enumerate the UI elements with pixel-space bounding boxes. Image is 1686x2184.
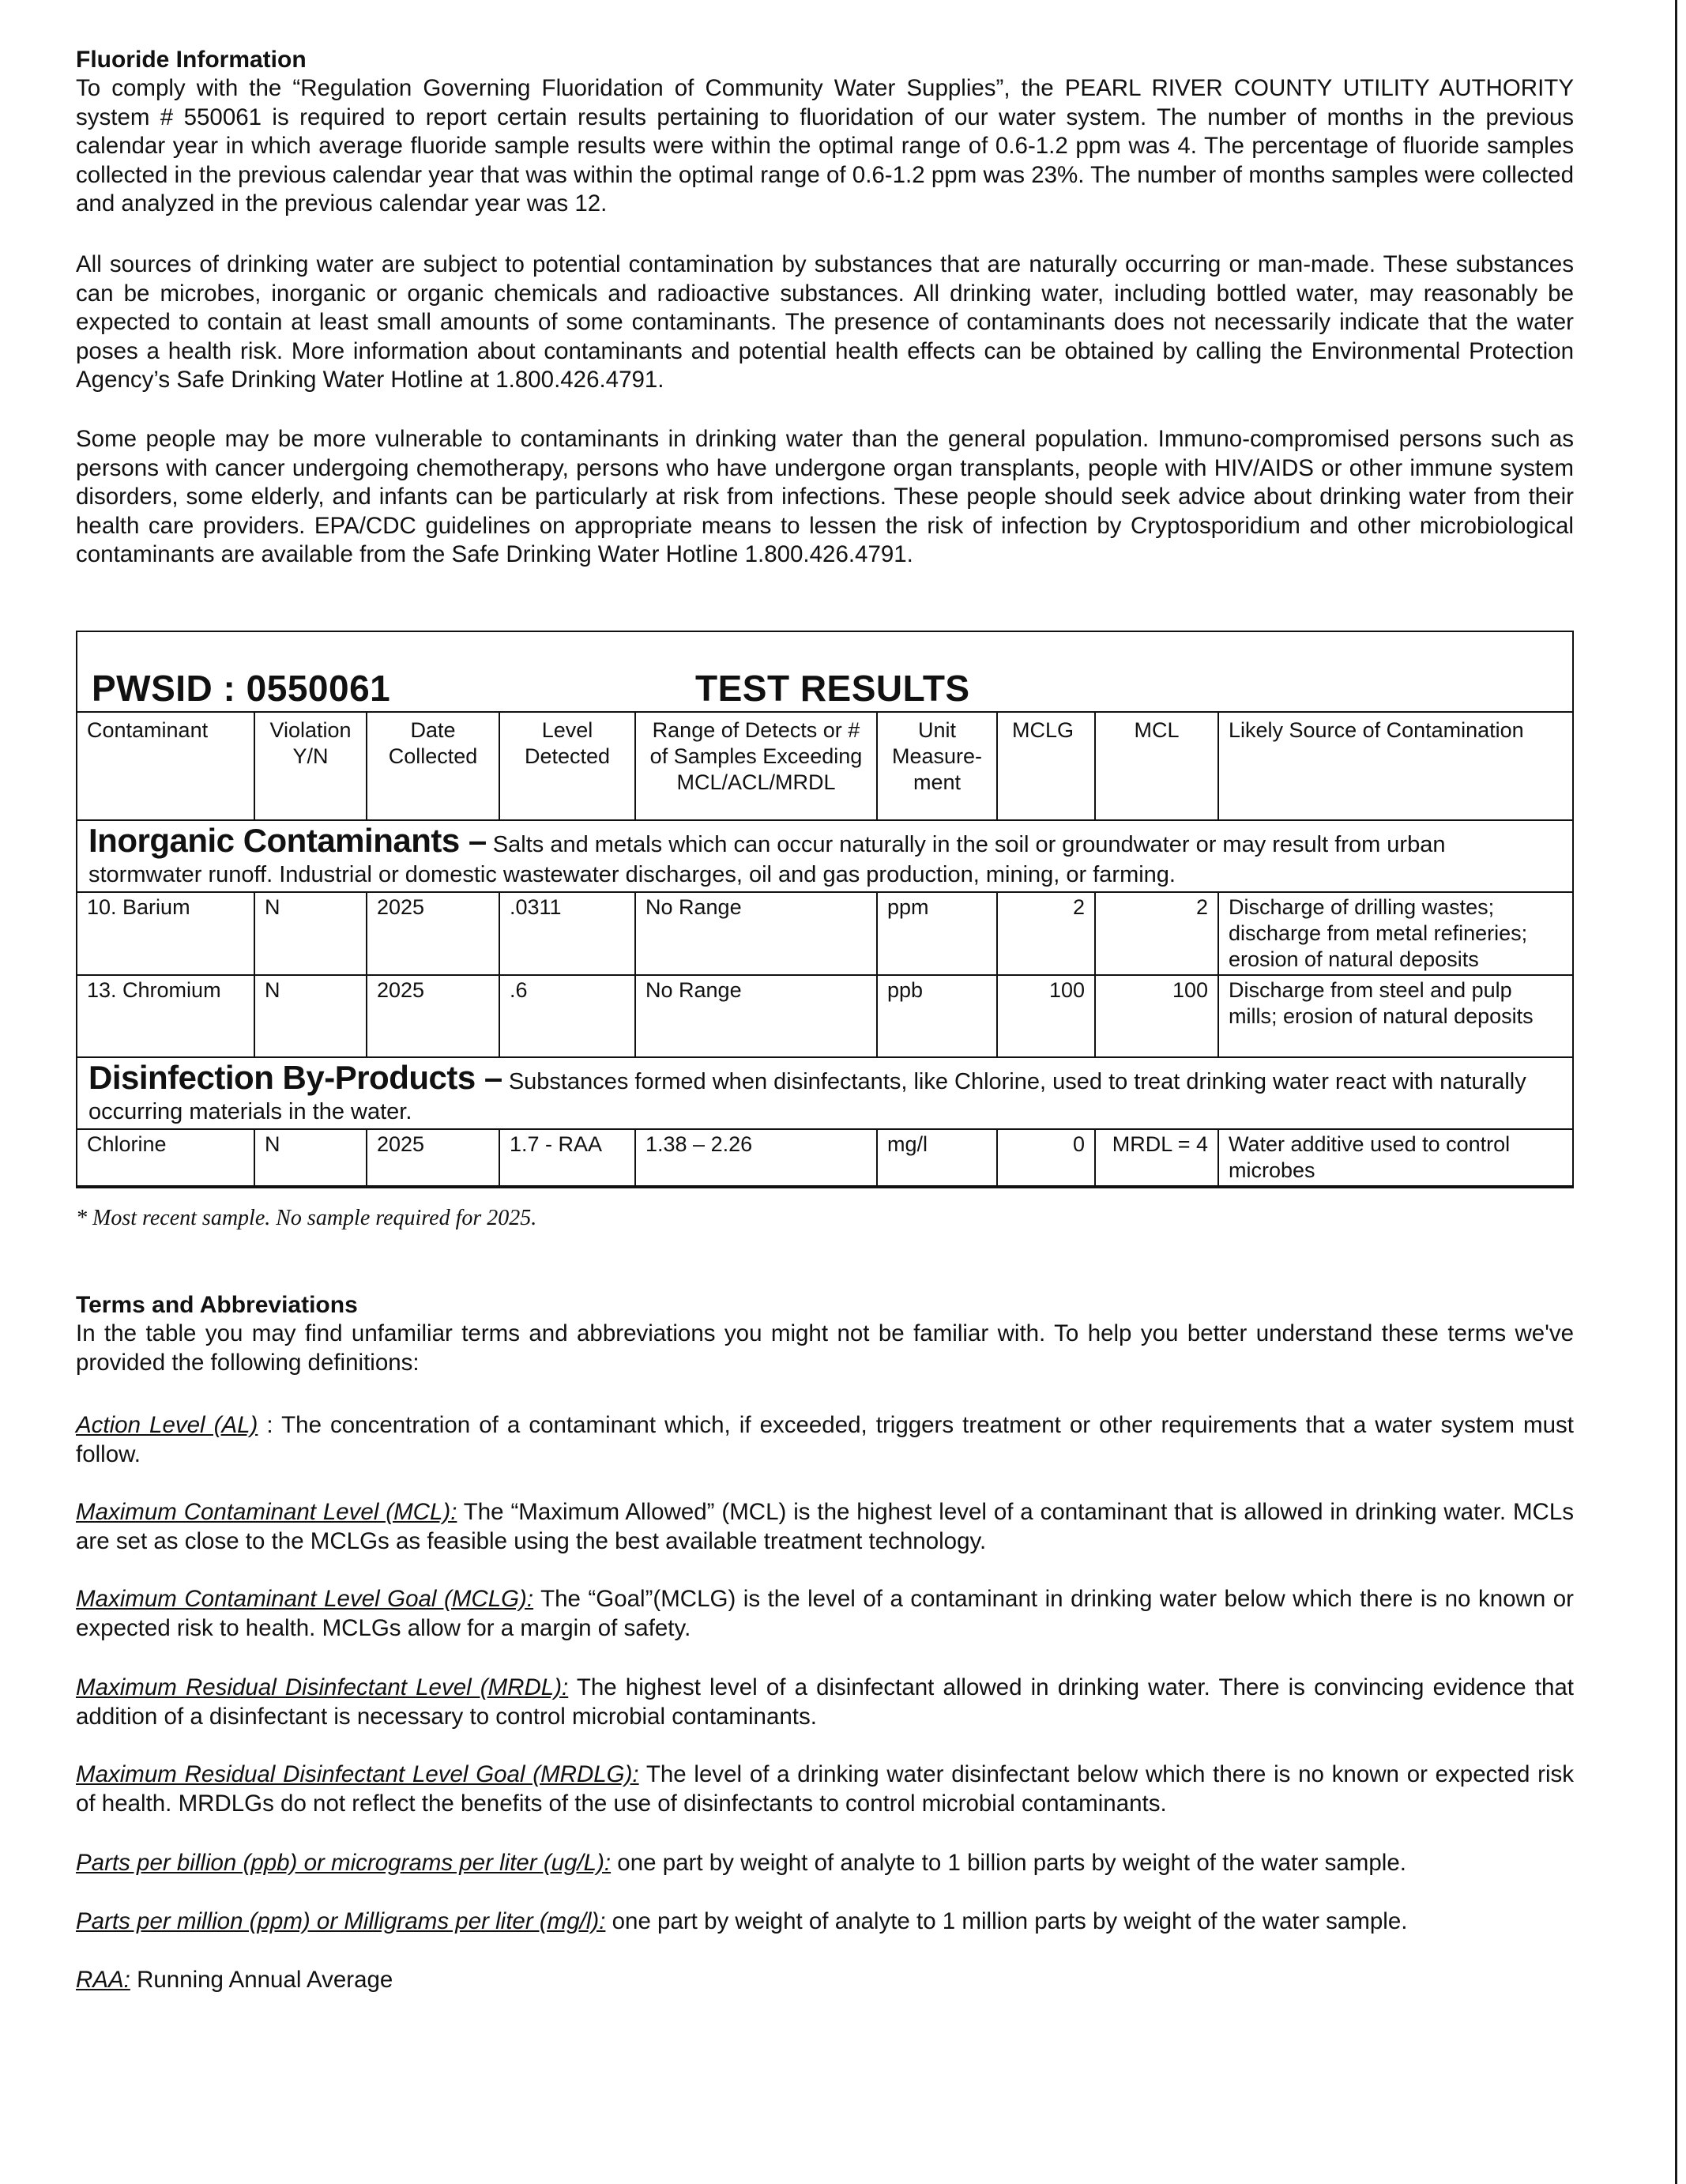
term-raa xyxy=(76,1966,1574,1995)
results-grid xyxy=(77,713,1572,1187)
cell-mclg: 100 xyxy=(997,975,1095,1057)
pwsid-label: PWSID : 0550061 xyxy=(92,668,391,709)
cell-mclg: 0 xyxy=(997,1129,1095,1186)
term-definition: The “Goal”(MCLG) is the level of a contaminant in drinking water below which there is no known or expected risk to health. MCLGs allow for a margin of safety. xyxy=(76,1586,1575,1641)
term-definition: one part by weight of analyte to 1 million parts by weight of the water sample. xyxy=(612,1908,1408,1934)
cell-unit: mg/l xyxy=(877,1129,997,1186)
header-date: Date Collected xyxy=(367,713,499,820)
header-contaminant: Contaminant xyxy=(77,713,254,820)
header-mclg: MCLG xyxy=(997,713,1095,820)
header-level: Level Detected xyxy=(499,713,635,820)
cell-contaminant: Chlorine xyxy=(77,1129,254,1186)
scan-edge-line xyxy=(1675,0,1677,2184)
cell-mcl: 2 xyxy=(1095,892,1218,975)
term-label: Maximum Residual Disinfectant Level Goal (MRDLG): xyxy=(76,1761,639,1787)
terms-heading: Terms and Abbreviations xyxy=(76,1292,358,1318)
inorganic-section-title: Inorganic Contaminants – xyxy=(88,822,487,859)
term-label: Action Level (AL) xyxy=(76,1412,258,1438)
term-label: Parts per billion (ppb) or micrograms per liter (ug/L): xyxy=(76,1850,612,1876)
cell-range: 1.38 – 2.26 xyxy=(635,1129,877,1186)
disinfection-section-cell xyxy=(77,1057,1572,1129)
table-row xyxy=(77,892,1572,975)
term-action-level xyxy=(76,1411,1574,1469)
term-label: Parts per million (ppm) or Milligrams per liter (mg/l): xyxy=(76,1908,606,1934)
cell-violation: N xyxy=(254,892,367,975)
fluoride-section xyxy=(76,46,1574,219)
term-label: Maximum Contaminant Level Goal (MCLG): xyxy=(76,1586,534,1612)
header-range: Range of Detects or # of Samples Exceeding MCL/ACL/MRDL xyxy=(635,713,877,820)
test-results-table xyxy=(76,631,1574,1188)
term-separator xyxy=(533,1586,540,1612)
term-definition: The “Maximum Allowed” (MCL) is the highest level of a contaminant that is allowed in drinking water. MCLs are set as close to the MCLGs as feasible using the best available treatment technology. xyxy=(76,1499,1574,1554)
inorganic-section-desc: Salts and metals which can occur naturally in the soil or groundwater or may result from urban stormwater runoff. Industrial or domestic wastewater discharges, oil and gas production, mining, or farming. xyxy=(88,832,1446,887)
vulnerable-section xyxy=(76,425,1574,570)
term-ppb xyxy=(76,1849,1574,1878)
cell-level: 1.7 - RAA xyxy=(499,1129,635,1186)
vulnerable-paragraph: Some people may be more vulnerable to contaminants in drinking water than the general population. Immuno-compromised persons such as persons with cancer undergoing chemotherapy, persons who have undergone organ transplants, people with HIV/AIDS or other immune system disorders, some elderly, and infants can be particularly at risk from infections. These people should seek advice about drinking water from their health care providers. EPA/CDC guidelines on appropriate means to lessen the risk of infection by Cryptosporidium and other microbiological contaminants are available from the Safe Drinking Water Hotline 1.800.426.4791. xyxy=(76,426,1574,567)
terms-intro: In the table you may find unfamiliar terms and abbreviations you might not be familiar with. To help you better understand these terms we've provided the following definitions: xyxy=(76,1320,1574,1376)
term-separator xyxy=(130,1967,137,1993)
cell-range: No Range xyxy=(635,892,877,975)
header-row xyxy=(77,713,1572,820)
term-separator xyxy=(568,1674,577,1700)
term-mcl xyxy=(76,1498,1574,1556)
term-separator xyxy=(457,1499,463,1525)
table-row xyxy=(77,975,1572,1057)
cell-level: .0311 xyxy=(499,892,635,975)
cell-date: 2025 xyxy=(367,892,499,975)
header-source: Likely Source of Contamination xyxy=(1218,713,1572,820)
header-mcl: MCL xyxy=(1095,713,1218,820)
cell-contaminant: 13. Chromium xyxy=(77,975,254,1057)
cell-range: No Range xyxy=(635,975,877,1057)
term-definition: one part by weight of analyte to 1 billion parts by weight of the water sample. xyxy=(617,1850,1406,1876)
cell-violation: N xyxy=(254,1129,367,1186)
section-row-inorganic xyxy=(77,820,1572,892)
sources-paragraph: All sources of drinking water are subject to potential contamination by substances that are naturally occurring or man-made. These substances can be microbes, inorganic or organic chemicals and radioactive substances. All drinking water, including bottled water, may reasonably be expected to contain at least small amounts of some contaminants. The presence of contaminants does not necessarily indicate that the water poses a health risk. More information about contaminants and potential health effects can be obtained by calling the Environmental Protection Agency’s Safe Drinking Water Hotline at 1.800.426.4791. xyxy=(76,251,1574,393)
fluoride-heading: Fluoride Information xyxy=(76,47,307,73)
cell-violation: N xyxy=(254,975,367,1057)
term-separator: : xyxy=(258,1412,282,1438)
term-definition: The concentration of a contaminant which, if exceeded, triggers treatment or other requirements that a water system must follow. xyxy=(76,1412,1574,1467)
section-row-disinfection xyxy=(77,1057,1572,1129)
term-definition: The level of a drinking water disinfectant below which there is no known or expected risk of health. MRDLGs do not reflect the benefits of the use of disinfectants to control microbial contaminants. xyxy=(76,1761,1574,1817)
term-ppm xyxy=(76,1907,1574,1937)
header-violation: Violation Y/N xyxy=(254,713,367,820)
table-row xyxy=(77,1129,1572,1186)
cell-date: 2025 xyxy=(367,975,499,1057)
test-results-title: TEST RESULTS xyxy=(695,668,970,709)
cell-level: .6 xyxy=(499,975,635,1057)
fluoride-body: To comply with the “Regulation Governing Fluoridation of Community Water Supplies”, the PEARL RIVER COUNTY UTILITY AUTHORITY system # 550061 is required to report certain results pertaining to fluoridation of our water system. The number of months in the previous calendar year in which average fluoride sample results were within the optimal range of 0.6-1.2 ppm was 4. The percentage of fluoride samples collected in the previous calendar year that was within the optimal range of 0.6-1.2 ppm was 23%. The number of months samples were collected and analyzed in the previous calendar year was 12. xyxy=(76,75,1574,217)
inorganic-section-cell xyxy=(77,820,1572,892)
cell-source: Discharge of drilling wastes; discharge from metal refineries; erosion of natural deposits xyxy=(1218,892,1572,975)
cell-contaminant: 10. Barium xyxy=(77,892,254,975)
sources-section xyxy=(76,250,1574,395)
cell-unit: ppm xyxy=(877,892,997,975)
cell-date: 2025 xyxy=(367,1129,499,1186)
cell-source: Water additive used to control microbes xyxy=(1218,1129,1572,1186)
cell-mclg: 2 xyxy=(997,892,1095,975)
header-unit: Unit Measure-ment xyxy=(877,713,997,820)
disinfection-section-desc: Substances formed when disinfectants, like Chlorine, used to treat drinking water react with naturally occurring materials in the water. xyxy=(88,1069,1526,1124)
term-label: Maximum Contaminant Level (MCL): xyxy=(76,1499,457,1525)
term-label: RAA: xyxy=(76,1967,130,1993)
table-title-bar xyxy=(77,632,1572,713)
term-separator xyxy=(639,1761,646,1787)
term-definition: Running Annual Average xyxy=(137,1967,393,1993)
cell-mcl: 100 xyxy=(1095,975,1218,1057)
terms-section xyxy=(76,1291,1574,1377)
cell-source: Discharge from steel and pulp mills; erosion of natural deposits xyxy=(1218,975,1572,1057)
term-mrdlg xyxy=(76,1760,1574,1818)
term-mrdl xyxy=(76,1674,1574,1731)
term-label: Maximum Residual Disinfectant Level (MRDL): xyxy=(76,1674,569,1700)
table-footnote: * Most recent sample. No sample required for 2025. xyxy=(76,1206,537,1230)
term-definition: The highest level of a disinfectant allowed in drinking water. There is convincing evidence that addition of a disinfectant is necessary to control microbial contaminants. xyxy=(76,1674,1574,1730)
cell-mcl: MRDL = 4 xyxy=(1095,1129,1218,1186)
cell-unit: ppb xyxy=(877,975,997,1057)
term-mclg xyxy=(76,1585,1574,1643)
disinfection-section-title: Disinfection By-Products – xyxy=(88,1059,502,1096)
term-separator xyxy=(605,1908,612,1934)
